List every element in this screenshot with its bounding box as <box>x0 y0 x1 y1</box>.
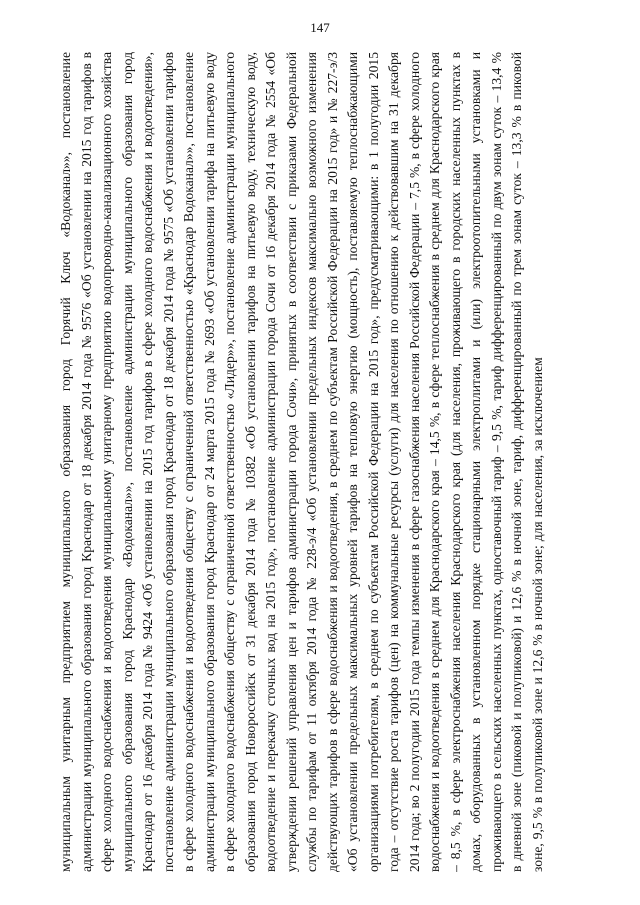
page-body <box>56 52 556 872</box>
page-number: 147 <box>310 20 330 35</box>
body-paragraph: муниципальным унитарным предприятием муниципального образования город Горячий Ключ «Водоканал»», постановление администрации муниципального образования город Краснодар от 18 декабря 2014 года № 9576 «Об установлении на 2015 год тарифов в сфере холодного водоснабжения и водоотведения муниципальному унитарному предприятию водопроводно-канализационного хозяйства муниципального образования город Краснодар «Водоканал»», постановление администрации муниципального образования город Краснодар от 16 декабря 2014 года № 9424 «Об установлении на 2015 год тарифов в сфере холодного водоснабжения и водоотведения», постановление администрации муниципального образования город Краснодар от 18 декабря 2014 года № 9575 «Об установлении тарифов в сфере холодного водоснабжения и водоотведения обществу с ограниченной ответственностью «Краснодар Водоканал»», постановление администрации муниципального образования город Краснодар от 24 марта 2015 года № 2693 «Об установлении тарифа на питьевую воду в сфере холодного водоснабжения обществу с ограниченной ответственностью «Лидер»», постановление администрации муниципального образования город Новороссийск от 31 декабря 2014 года № 10382 «Об установлении тарифов на питьевую воду, техническую воду, водоотведение и перекачку сточных вод на 2015 год», постановление администрации города Сочи от 16 декабря 2014 года № 2554 «Об утверждении решений управления цен и тарифов администрации города Сочи», принятых в соответствии с приказами Федеральной службы по тарифам от 11 октября 2014 года № 228-э/4 «Об установлении предельных индексов максимально возможного изменения действующих тарифов в сфере водоснабжения и водоотведения, в среднем по субъектам Российской Федерации на 2015 год» и № 227-э/3 «Об установлении предельных максимальных уровней тарифов на тепловую энергию (мощность), поставляемую теплоснабжающими организациями потребителям, в среднем по субъектам Российской Федерации на 2015 год», предусматривающими: в 1 полугодии 2015 года – отсутствие роста тарифов (цен) на коммунальные ресурсы (услуги) для населения по отношению к действовавшим на 31 декабря 2014 года; во 2 полугодии 2015 года темпы изменения в сфере газоснабжения населения Российской Федерации – 7,5 %, в сфере холодного водоснабжения и водоотведения в среднем для Краснодарского края – 14,5 %, в сфере теплоснабжения в среднем для Краснодарского края – 8,5 %, в сфере электроснабжения населения Краснодарского края (для населения, проживающего в городских населенных пунктах в домах, оборудованных в установленном порядке стационарными электроплитами и (или) электроотопительными установками и проживающего в сельских населенных пунктах, одноставочный тариф – 9,5 %, тариф дифференцированный по двум зонам суток – 13,4 % в дневной зоне (пиковой и полупиковой) и 12,6 % в ночной зоне, тариф, дифференцированный по трем зонам суток – 13,3 % в пиковой зоне, 9,5 % в полупиковой зоне и 12,6 % в ночной зоне; для населения, за исключением <box>58 52 545 872</box>
